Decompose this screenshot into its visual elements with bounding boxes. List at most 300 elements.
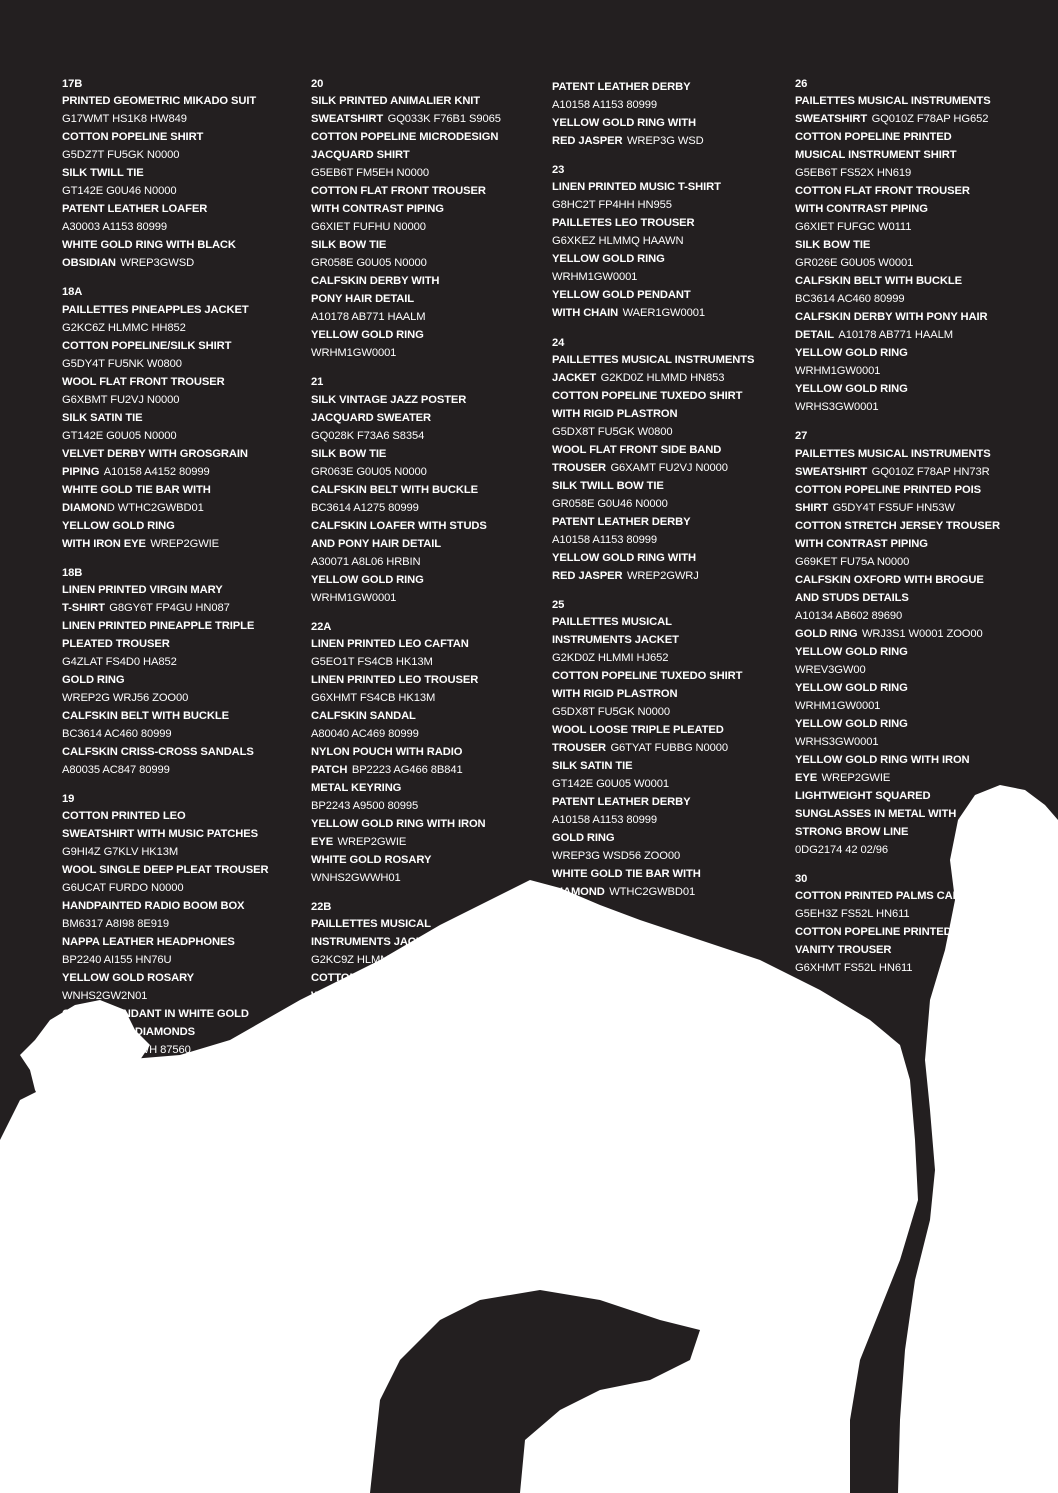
item-line <box>795 534 1027 552</box>
item-line <box>552 684 784 702</box>
item-line <box>62 760 294 778</box>
item-name: PAILLETES LEO TROUSER <box>552 217 695 230</box>
item-code: G9HI4Z G7KLV HK13M <box>62 846 179 859</box>
item-name: LIGHTWEIGHT SQUARED <box>795 789 931 802</box>
item-line <box>311 91 543 109</box>
item-code: WREP2GWIE <box>337 835 407 848</box>
item-code: WRHM1GW0001 <box>311 591 397 604</box>
item-line <box>552 612 784 630</box>
item-line <box>62 390 294 408</box>
item-name: EYE <box>311 835 334 848</box>
item-line <box>62 318 294 336</box>
item-code: WREP3GWSD <box>120 257 195 270</box>
item-line <box>795 361 1027 379</box>
item-code: G6XAMT FU2VJ N0000 <box>610 461 728 474</box>
item-name: YELLOW GOLD RING <box>62 519 175 532</box>
item-name: YELLOW GOLD RING <box>311 573 424 586</box>
item-code: G69KET FU75A N0000 <box>795 555 910 568</box>
item-line <box>62 706 294 724</box>
item-line <box>311 145 543 163</box>
item-line <box>62 932 294 950</box>
item-name: YELLOW GOLD RING WITH IRON <box>795 753 970 766</box>
item-line <box>62 408 294 426</box>
item-line <box>311 1022 543 1040</box>
item-line <box>552 702 784 720</box>
item-line <box>311 832 543 850</box>
item-line <box>62 986 294 1004</box>
item-name: SILK BOW TIE <box>795 239 871 252</box>
item-line <box>311 796 543 814</box>
item-line <box>311 426 543 444</box>
item-line <box>795 904 1027 922</box>
item-code: G6UCAT FURDO N0000 <box>62 882 184 895</box>
item-code: WRHM1GW0001 <box>795 699 881 712</box>
item-name: WHITE GOLD TIE BAR WITH <box>552 868 701 881</box>
item-line <box>62 896 294 914</box>
item-name: WHITE GOLD RING WITH BLACK <box>62 239 236 252</box>
item-line <box>62 806 294 824</box>
lookbook-column-3 <box>552 77 784 914</box>
item-line <box>552 231 784 249</box>
look-block <box>62 566 294 778</box>
item-code: G4ZLAT FS4D0 HA852 <box>62 655 177 668</box>
item-line <box>552 756 784 774</box>
look-block <box>311 900 543 1058</box>
item-line <box>795 145 1027 163</box>
item-code: A10158 A1153 80999 <box>552 99 657 111</box>
item-code: WTHC2GWBD01 <box>609 886 696 899</box>
item-name: WOOL SINGLE DEEP PLEAT TROUSER <box>62 864 269 877</box>
item-line <box>552 846 784 864</box>
item-line <box>552 828 784 846</box>
item-name: PLEATED TROUSER <box>62 637 170 650</box>
item-name: RED JASPER <box>552 135 623 147</box>
item-line <box>311 1004 543 1022</box>
look-number: 18A <box>62 286 83 299</box>
item-line <box>62 199 294 217</box>
item-line <box>795 922 1027 940</box>
look-number: 27 <box>795 430 808 443</box>
item-code: GQ033K F76B1 S9065 <box>387 113 501 126</box>
item-name: COTTON PRINTED LEO <box>62 810 186 823</box>
item-code: G2KD0Z HLMMD HN853 <box>600 371 725 384</box>
item-line <box>552 530 784 548</box>
item-name: SILK BOW TIE <box>311 1026 387 1039</box>
item-code: A10178 AB771 HAALM <box>838 329 953 342</box>
look-number: 18B <box>62 566 83 579</box>
item-code: G2KD0Z HLMMI HJ652 <box>552 652 669 665</box>
item-code: G5EB6T FM5EH N0000 <box>311 167 430 180</box>
item-name: COTTON POPELINE TUXEDO SHIRT <box>552 389 743 402</box>
item-line <box>62 480 294 498</box>
item-name: COTTON POPELINE/SILK SHIRT <box>62 339 232 352</box>
item-line <box>62 598 294 616</box>
item-code: WRHM1GW0001 <box>552 271 638 284</box>
item-line <box>62 950 294 968</box>
item-code: BC3614 A1275 80999 <box>311 501 419 514</box>
item-name: WOOL FLAT FRONT TROUSER <box>62 375 225 388</box>
item-name: METAL KEYRING <box>311 781 402 794</box>
item-line <box>62 354 294 372</box>
item-code: G5DZ7T FU5GK N0000 <box>62 149 180 162</box>
item-name: COTTON POPELINE PRINTED <box>795 131 952 144</box>
item-line <box>311 516 543 534</box>
item-name: COTTON POPELINE SHIRT <box>62 131 204 144</box>
item-name: LINEN PRINTED PINEAPPLE TRIPLE <box>62 619 255 632</box>
look-block <box>552 336 784 584</box>
item-code: A80035 AC847 80999 <box>62 763 170 776</box>
item-name: INSTRUMENTS JACKET <box>311 936 438 949</box>
item-name: PIPING <box>62 465 100 478</box>
lookbook-column-4 <box>795 77 1027 990</box>
item-line <box>311 1040 543 1058</box>
look-number: 21 <box>311 376 324 389</box>
item-name: DIAMOND <box>552 886 605 899</box>
item-name: COTTON POPELINE MICRODESIGN <box>311 131 499 144</box>
item-line <box>311 706 543 724</box>
look-number: 22B <box>311 901 332 914</box>
look-block <box>62 792 294 1058</box>
item-line <box>311 181 543 199</box>
item-name: YELLOW GOLD RING WITH IRON <box>311 817 486 830</box>
look-block <box>795 77 1027 415</box>
item-line <box>795 750 1027 768</box>
item-name: GOLD RING <box>795 627 858 640</box>
item-name: WITH RIGID PLASTRON <box>311 990 437 1003</box>
look-block <box>311 620 543 886</box>
item-name: INSTRUMENTS JACKET <box>552 634 679 647</box>
item-code: G6TYAT FUBBG N0000 <box>610 742 729 755</box>
item-line <box>795 786 1027 804</box>
item-line <box>311 235 543 253</box>
item-name: PAILETTES MUSICAL INSTRUMENTS <box>795 95 991 108</box>
item-code: WREP2GWIE <box>821 771 891 784</box>
item-name: AND STUDS DETAILS <box>795 591 909 604</box>
item-code: WNHS2GW2N01 <box>62 990 148 1003</box>
item-code: WREP2GWIE <box>150 537 220 550</box>
item-code: G5DX8T FU5GK W0800 <box>552 425 673 438</box>
item-code: G6XKEZ HLMMQ HAAWN <box>552 235 684 248</box>
item-line <box>62 742 294 760</box>
item-name: PATENT LEATHER DERBY <box>552 515 691 528</box>
item-line <box>795 325 1027 343</box>
item-line <box>795 199 1027 217</box>
look-number: 20 <box>311 78 324 90</box>
item-line <box>62 670 294 688</box>
item-code: WNHS1G WNFWH 87560 <box>62 1044 191 1057</box>
item-code: GT142E G0U05 W0001 <box>552 778 669 791</box>
item-line <box>552 648 784 666</box>
item-line <box>311 914 543 932</box>
item-line <box>552 774 784 792</box>
item-line <box>795 480 1027 498</box>
item-name: CALFSKIN CRISS-CROSS SANDALS <box>62 745 254 758</box>
look-number: 30 <box>795 872 808 885</box>
item-code: A30003 A1153 80999 <box>62 221 167 234</box>
item-line <box>62 127 294 145</box>
item-name: LINEN PRINTED LEO TROUSER <box>311 673 479 686</box>
item-code: G8HC2T FP4HH HN955 <box>552 199 672 212</box>
item-line <box>795 768 1027 786</box>
item-name: COTTON FLAT FRONT TROUSER <box>795 185 970 198</box>
item-code: A10158 A1153 80999 <box>552 533 657 546</box>
item-name: SILK VINTAGE JAZZ POSTER <box>311 393 467 406</box>
item-name: PAILLETTES MUSICAL <box>552 616 672 629</box>
item-line <box>62 181 294 199</box>
item-line <box>795 253 1027 271</box>
item-line <box>311 950 543 968</box>
item-line <box>552 864 784 882</box>
item-line <box>311 986 543 1004</box>
item-code: G6XIET FUFGC W0111 <box>795 221 912 234</box>
look-block <box>795 429 1027 857</box>
item-line <box>795 462 1027 480</box>
item-line <box>62 914 294 932</box>
item-code: WRHM1GW0001 <box>311 347 397 360</box>
item-name: AND PONY HAIR DETAIL <box>311 537 441 550</box>
item-line <box>552 422 784 440</box>
item-line <box>795 498 1027 516</box>
item-line <box>795 678 1027 696</box>
item-line <box>795 606 1027 624</box>
item-line <box>552 350 784 368</box>
item-name: CALFSKIN OXFORD WITH BROGUE <box>795 573 984 586</box>
item-code: WRHM1GW0001 <box>795 365 881 378</box>
look-block <box>311 77 543 361</box>
item-line <box>552 404 784 422</box>
item-line <box>552 458 784 476</box>
item-line <box>795 109 1027 127</box>
item-name: CALFSKIN BELT WITH BUCKLE <box>62 709 229 722</box>
item-code: GQ028K F73A6 S8354 <box>311 429 425 442</box>
item-code: A30071 A8L06 HRBIN <box>311 555 421 568</box>
item-line <box>552 95 784 113</box>
item-line <box>62 616 294 634</box>
item-name: VANITY TROUSER <box>795 943 892 956</box>
item-name: WOOL FLAT FRONT SIDE BAND <box>552 443 722 456</box>
item-line <box>552 131 784 149</box>
item-code: G2KC9Z HLMME HN770 <box>311 954 435 967</box>
item-name: DETAIL <box>795 329 834 342</box>
item-code: A10158 A4152 80999 <box>103 465 210 478</box>
item-line <box>62 516 294 534</box>
item-line <box>552 666 784 684</box>
item-name: PAILLETTES PINEAPPLES JACKET <box>62 303 249 316</box>
item-line <box>311 217 543 235</box>
item-code: WREP2G WRJ56 ZOO00 <box>62 691 189 704</box>
item-line <box>311 868 543 886</box>
item-name: COTTON POPELINE PRINTED PALMS <box>795 925 993 938</box>
item-line <box>62 444 294 462</box>
item-line <box>62 498 294 516</box>
item-code: G8GY6T FP4GU HN087 <box>109 601 230 614</box>
item-name: COTTON POPELINE PRINTED POIS <box>795 483 981 496</box>
item-line <box>795 217 1027 235</box>
item-line <box>62 462 294 480</box>
item-line <box>311 534 543 552</box>
item-line <box>311 253 543 271</box>
item-line <box>62 300 294 318</box>
item-line <box>795 397 1027 415</box>
item-line <box>795 714 1027 732</box>
look-number: 22A <box>311 620 332 633</box>
item-code: GR063E G0U05 N0000 <box>311 465 427 478</box>
item-name: GOLD RING <box>552 832 615 845</box>
item-name: COTTON STRETCH JERSEY TROUSER <box>795 519 1000 532</box>
item-name: WITH CONTRAST PIPING <box>795 537 928 550</box>
item-line <box>62 426 294 444</box>
item-line <box>552 720 784 738</box>
item-code: BC3614 AC460 80999 <box>62 727 172 740</box>
item-line <box>311 968 543 986</box>
item-name: WITH CHAIN <box>552 307 619 320</box>
item-name: PRINTED GEOMETRIC MIKADO SUIT <box>62 95 257 108</box>
item-name: WITH BLACK DIAMONDS <box>62 1026 195 1039</box>
item-line <box>62 372 294 390</box>
item-line <box>311 688 543 706</box>
look-block <box>552 598 784 900</box>
item-code: BC3614 AC460 80999 <box>795 293 905 306</box>
item-line <box>795 181 1027 199</box>
item-line <box>552 77 784 95</box>
item-name: YELLOW GOLD RING <box>311 329 424 342</box>
lookbook-column-2 <box>311 77 543 1073</box>
item-code: 0DG2174 42 02/96 <box>795 843 888 856</box>
item-line <box>795 91 1027 109</box>
item-name: PATENT LEATHER DERBY <box>552 796 691 809</box>
item-line <box>311 127 543 145</box>
item-name: YELLOW GOLD RING WITH <box>552 117 696 129</box>
item-line <box>795 307 1027 325</box>
item-line <box>552 882 784 900</box>
item-code: G5DY4T FU5NK W0800 <box>62 357 182 370</box>
item-line <box>311 652 543 670</box>
item-name: CROWN PENDANT IN WHITE GOLD <box>62 1008 249 1021</box>
item-name: STRONG BROW LINE <box>795 825 909 838</box>
item-name: NYLON POUCH WITH RADIO <box>311 745 463 758</box>
look-number: 26 <box>795 78 808 90</box>
item-name: EYE <box>795 771 818 784</box>
item-name: OBSIDIAN <box>62 257 116 270</box>
item-line <box>552 810 784 828</box>
item-name: WITH IRON EYE <box>62 537 146 550</box>
item-line <box>62 253 294 271</box>
item-line <box>552 630 784 648</box>
item-code: G5EO1T FS4CB HK13M <box>311 655 433 668</box>
item-line <box>795 958 1027 976</box>
item-name: SWEATSHIRT WITH MUSIC PATCHES <box>62 828 258 841</box>
item-line <box>552 113 784 131</box>
item-name: COTTON PRINTED PALMS CAFTAN <box>795 889 982 902</box>
item-line <box>795 444 1027 462</box>
item-line <box>62 163 294 181</box>
item-name: PAILLETTES MUSICAL INSTRUMENTS <box>552 353 755 366</box>
item-code: GQ010Z F78AP HG652 <box>871 113 989 126</box>
item-code: G6XIET FUFHU N0000 <box>311 221 426 234</box>
item-name: YELLOW GOLD RING <box>795 717 908 730</box>
item-name: PATCH <box>311 763 348 776</box>
item-name: CALFSKIN SANDAL <box>311 709 416 722</box>
item-line <box>795 235 1027 253</box>
item-code: G5EG5T FU5GK N0000 <box>311 1008 430 1021</box>
item-line <box>552 566 784 584</box>
item-code: GR058E G0U05 N0000 <box>311 257 427 270</box>
look-number: 23 <box>552 164 565 177</box>
item-line <box>311 778 543 796</box>
item-line <box>311 932 543 950</box>
item-name: YELLOW GOLD RING <box>552 253 665 266</box>
item-line <box>62 1004 294 1022</box>
item-code: BM6317 A8I98 8E919 <box>62 918 170 931</box>
item-code: WREP2GWRJ <box>626 569 699 582</box>
item-name: WHITE GOLD TIE BAR WITH <box>62 483 211 496</box>
item-line <box>311 588 543 606</box>
item-code: GT142E G0U46 N0000 <box>62 185 177 198</box>
item-line <box>795 642 1027 660</box>
item-line <box>795 660 1027 678</box>
item-line <box>311 742 543 760</box>
item-line <box>795 822 1027 840</box>
item-line <box>795 588 1027 606</box>
item-name: DIAMON <box>62 501 107 514</box>
item-name: TROUSER <box>552 742 606 755</box>
item-code: WRJ3S1 W0001 ZOO00 <box>861 627 983 640</box>
item-line <box>552 285 784 303</box>
look-block <box>552 77 784 149</box>
item-code: WREV3GW00 <box>795 663 866 676</box>
item-name: GOLD RING <box>62 673 125 686</box>
item-line <box>311 498 543 516</box>
item-code: WRHS3GW0001 <box>795 401 879 414</box>
item-line <box>795 163 1027 181</box>
item-line <box>62 634 294 652</box>
item-line <box>552 386 784 404</box>
item-line <box>795 271 1027 289</box>
item-line <box>552 792 784 810</box>
item-code: WRHS3GW0001 <box>795 735 879 748</box>
item-name: RED JASPER <box>552 569 623 582</box>
item-code: GT142E G0U05 N0000 <box>62 429 177 442</box>
item-line <box>311 462 543 480</box>
item-name: COTTON POPELINE TUXEDO SHIRT <box>552 670 743 683</box>
item-code: A80040 AC469 80999 <box>311 727 419 740</box>
item-name: T-SHIRT <box>62 601 105 614</box>
item-line <box>795 804 1027 822</box>
item-name: WITH RIGID PLASTRON <box>552 688 678 701</box>
item-line <box>62 652 294 670</box>
item-code: G6XBMT FU2VJ N0000 <box>62 393 180 406</box>
item-line <box>311 289 543 307</box>
lookbook-column-1 <box>62 77 294 1073</box>
item-line <box>311 444 543 462</box>
item-line <box>552 548 784 566</box>
item-line <box>62 688 294 706</box>
item-name: COTTON FLAT FRONT TROUSER <box>311 185 486 198</box>
item-name: YELLOW GOLD RING <box>795 383 908 396</box>
item-name: SILK TWILL BOW TIE <box>552 479 664 492</box>
item-line <box>795 516 1027 534</box>
item-line <box>311 480 543 498</box>
item-line <box>62 824 294 842</box>
look-block <box>311 375 543 605</box>
item-line <box>795 732 1027 750</box>
item-line <box>795 840 1027 858</box>
item-line <box>795 289 1027 307</box>
item-code: A10158 A1153 80999 <box>552 814 657 827</box>
item-code: G5EH3Z FS52L HN611 <box>795 907 910 920</box>
look-block <box>552 163 784 321</box>
item-name: SHIRT <box>795 501 829 514</box>
